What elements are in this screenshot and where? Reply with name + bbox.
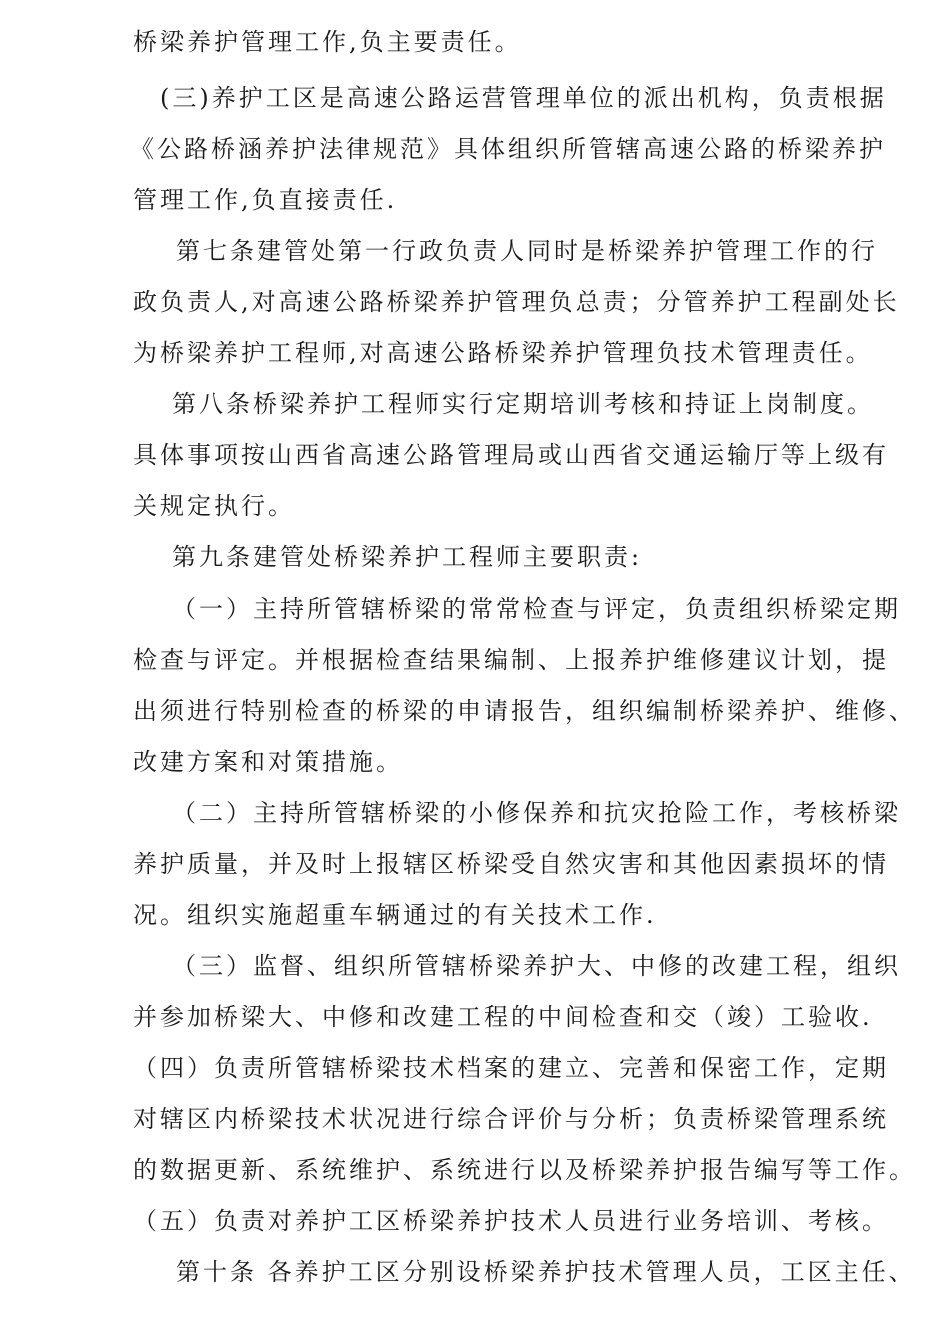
text-line: 第七条建管处第一行政负责人同时是桥梁养护管理工作的行: [176, 237, 878, 265]
text-line: 况。组织实施超重车辆通过的有关技术工作.: [133, 901, 657, 929]
text-line: 《公路桥涵养护法律规范》具体组织所管辖高速公路的桥梁养护: [130, 135, 886, 163]
text-line: 的数据更新、系统维护、系统进行以及桥梁养护报告编写等工作。: [133, 1156, 916, 1184]
text-line: 养护质量，并及时上报辖区桥梁受自然灾害和其他因素损坏的情: [133, 850, 889, 878]
text-line: 并参加桥梁大、中修和改建工程的中间检查和交（竣）工验收.: [133, 1003, 873, 1031]
text-line: （二）主持所管辖桥梁的小修保养和抗灾抢险工作，考核桥梁: [172, 799, 901, 827]
text-line: 具体事项按山西省高速公路管理局或山西省交通运输厅等上级有: [133, 441, 889, 469]
text-line: 管理工作,负直接责任.: [133, 186, 398, 214]
text-line: 第九条建管处桥梁养护工程师主要职责:: [172, 543, 643, 571]
text-line: 第八条桥梁养护工程师实行定期培训考核和持证上岗制度。: [172, 390, 874, 418]
text-line: （三）监督、组织所管辖桥梁养护大、中修的改建工程，组织: [172, 952, 901, 980]
text-line: （四）负责所管辖桥梁技术档案的建立、完善和保密工作，定期: [133, 1054, 889, 1082]
text-line: 政负责人,对高速公路桥梁养护管理负总责；分管养护工程副处长: [133, 288, 900, 316]
text-line: (三)养护工区是高速公路运营管理单位的派出机构，负责根据: [160, 84, 887, 112]
text-line: 为桥梁养护工程师,对高速公路桥梁养护管理负技术管理责任。: [133, 339, 873, 367]
text-line: （五）负责对养护工区桥梁养护技术人员进行业务培训、考核。: [133, 1207, 889, 1235]
text-line: 关规定执行。: [133, 492, 295, 520]
text-line: 对辖区内桥梁技术状况进行综合评价与分析；负责桥梁管理系统: [133, 1105, 889, 1133]
text-line: 改建方案和对策措施。: [133, 748, 403, 776]
text-line: 出须进行特别检查的桥梁的申请报告，组织编制桥梁养护、维修、: [133, 697, 916, 725]
text-line: 桥梁养护管理工作,负主要责任。: [133, 28, 522, 56]
text-line: 检查与评定。并根据检查结果编制、上报养护维修建议计划，提: [133, 646, 889, 674]
text-line: 第十条 各养护工区分别设桥梁养护技术管理人员，工区主任、: [176, 1258, 916, 1286]
text-line: （一）主持所管辖桥梁的常常检查与评定，负责组织桥梁定期: [172, 595, 901, 623]
